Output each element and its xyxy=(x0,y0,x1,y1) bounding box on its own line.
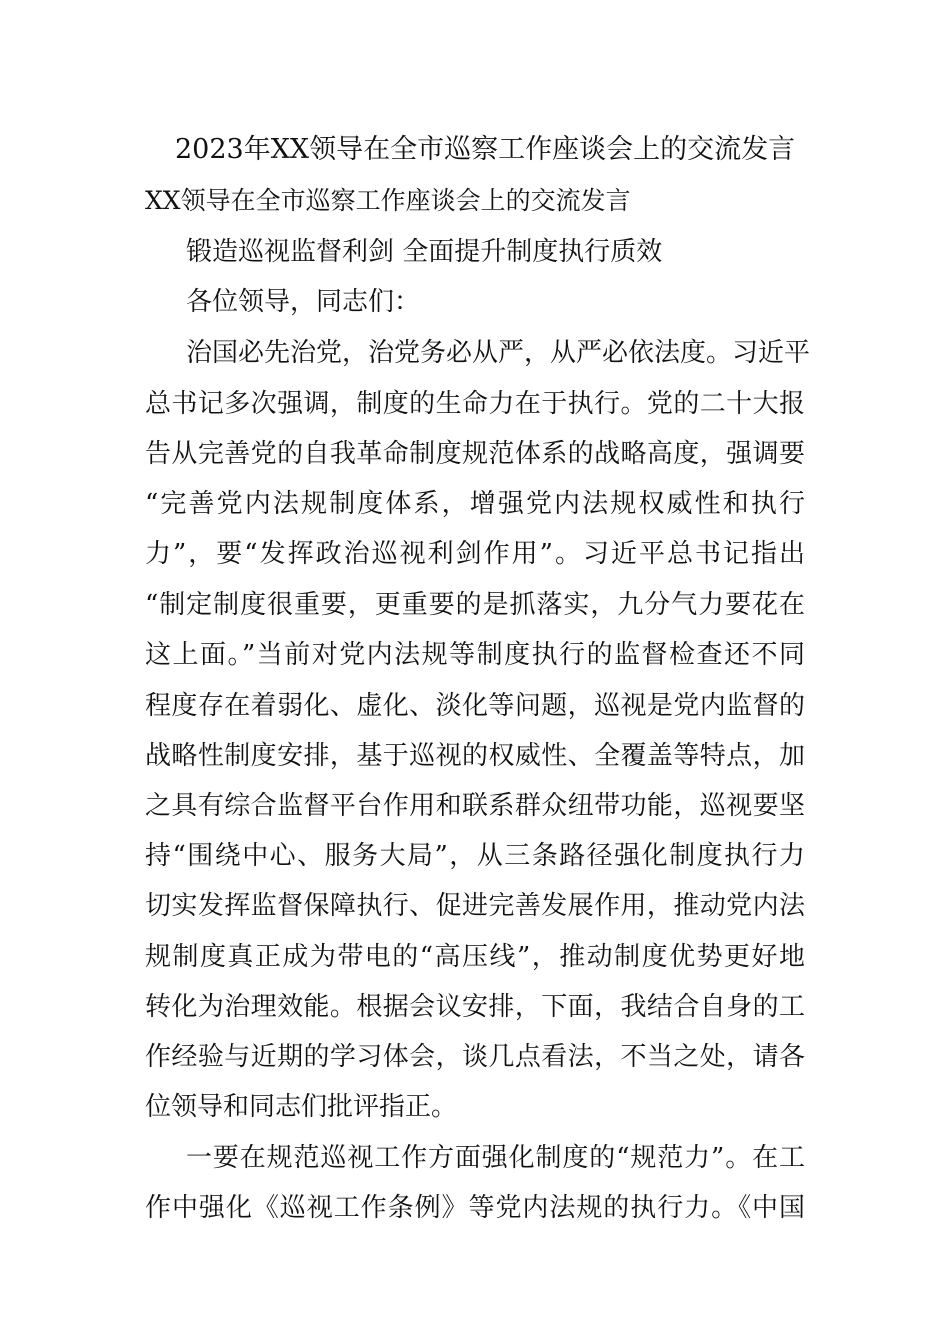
paragraph-line: 切实发挥监督保障执行、促进完善发展作用，推动党内法 xyxy=(145,891,805,921)
paragraph-line: 这上面。”当前对党内法规等制度执行的监督检查还不同 xyxy=(145,640,805,670)
paragraph-line: “完善党内法规制度体系，增强党内法规权威性和执行 xyxy=(145,489,805,519)
paragraph-line: 作中强化《巡视工作条例》等党内法规的执行力。《中国 xyxy=(145,1193,805,1223)
paragraph-line: 规制度真正成为带电的“高压线”，推动制度优势更好地 xyxy=(145,942,805,972)
paragraph-line: 一要在规范巡视工作方面强化制度的“规范力”。在工 xyxy=(186,1143,805,1173)
paragraph-line: 战略性制度安排，基于巡视的权威性、全覆盖等特点，加 xyxy=(145,741,805,771)
paragraph-line: “制定制度很重要，更重要的是抓落实，九分气力要花在 xyxy=(145,590,805,620)
paragraph-line: 作经验与近期的学习体会，谈几点看法，不当之处，请各 xyxy=(145,1042,805,1072)
paragraph-line: 治国必先治党，治党务必从严，从严必依法度。习近平 xyxy=(186,338,811,368)
theme-line: 锻造巡视监督利剑 全面提升制度执行质效 xyxy=(186,237,663,267)
paragraph-line: 力”，要“发挥政治巡视利剑作用”。习近平总书记指出 xyxy=(145,539,805,569)
paragraph-line: 位领导和同志们批评指正。 xyxy=(145,1092,458,1122)
paragraph-line: 总书记多次强调，制度的生命力在于执行。党的二十大报 xyxy=(145,389,805,419)
paragraph-line: 程度存在着弱化、虚化、淡化等问题，巡视是党内监督的 xyxy=(145,691,805,721)
paragraph-line: 之具有综合监督平台作用和联系群众纽带功能，巡视要坚 xyxy=(145,791,805,821)
document-title: 2023年XX领导在全市巡察工作座谈会上的交流发言 xyxy=(175,134,796,165)
paragraph-line: 转化为治理效能。根据会议安排，下面，我结合自身的工 xyxy=(145,992,805,1022)
salutation: 各位领导，同志们： xyxy=(186,287,421,317)
paragraph-line: 告从完善党的自我革命制度规范体系的战略高度，强调要 xyxy=(145,439,805,469)
document-subtitle: XX领导在全市巡察工作座谈会上的交流发言 xyxy=(145,186,631,215)
paragraph-line: 持“围绕中心、服务大局”，从三条路径强化制度执行力 xyxy=(145,841,805,871)
